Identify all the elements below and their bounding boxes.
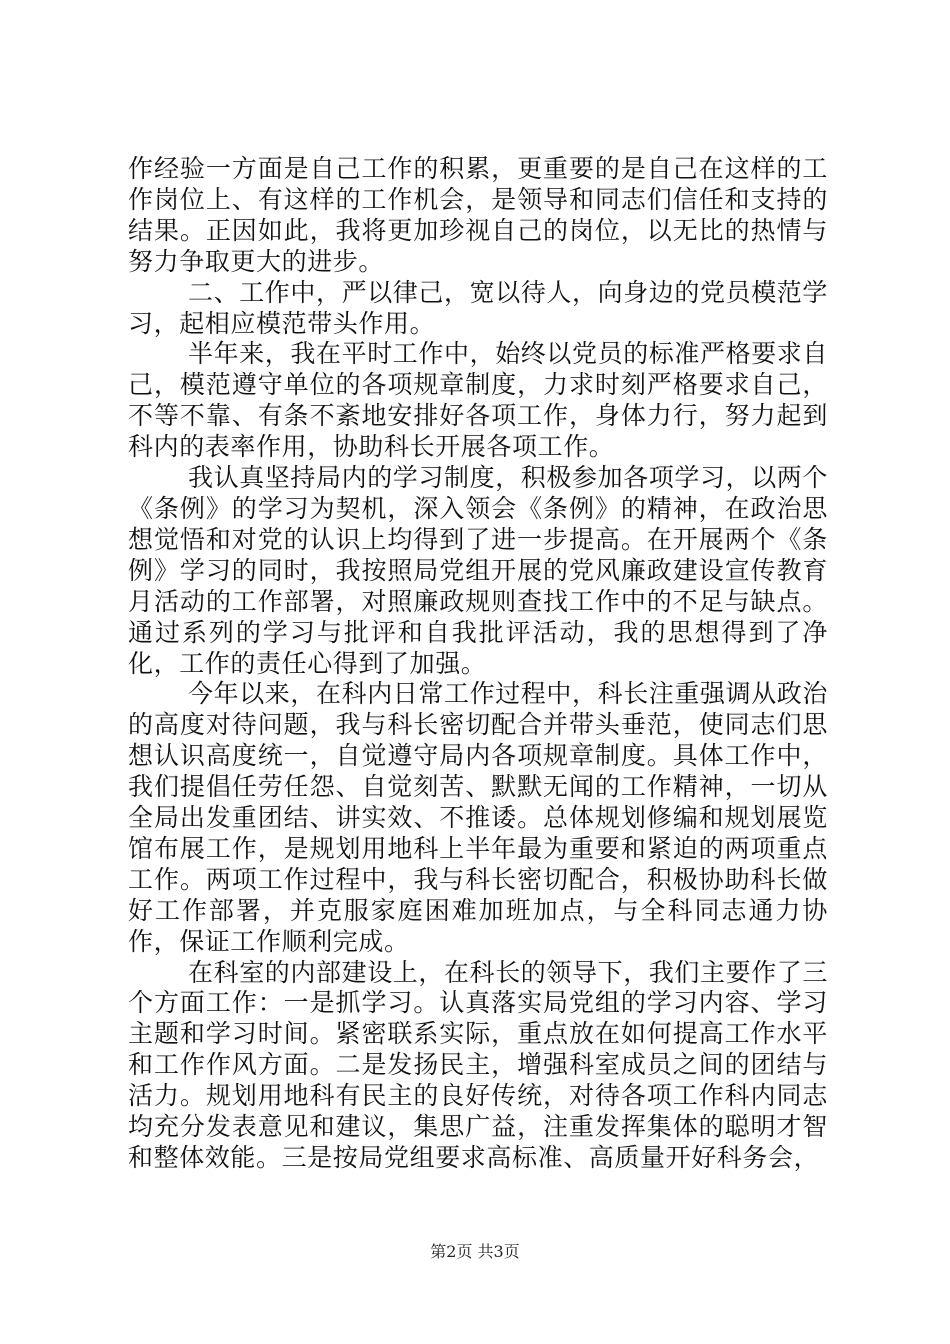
paragraph-half-year: 半年来，我在平时工作中，始终以党员的标准严格要求自己，模范遵守单位的各项规章制度，力求时刻严格要求自己，不等不靠、有条不紊地安排好各项工作，身体力行，努力起到科内的表率作用，协助科长开展各项工作。: [128, 339, 829, 462]
paragraph-this-year: 今年以来，在科内日常工作过程中，科长注重强调从政治的高度对待问题，我与科长密切配合并带头垂范，使同志们思想认识高度统一，自觉遵守局内各项规章制度。具体工作中，我们提倡任劳任怨、自觉刻苦、默默无闻的工作精神，一切从全局出发重团结、讲实效、不推诿。总体规划修编和规划展览馆布展工作，是规划用地科上半年最为重要和紧迫的两项重点工作。两项工作过程中，我与科长密切配合，积极协助科长做好工作部署，并克服家庭困难加班加点，与全科同志通力协作，保证工作顺利完成。: [128, 679, 829, 956]
paragraph-internal-building: 在科室的内部建设上，在科长的领导下，我们主要作了三个方面工作：一是抓学习。认真落实局党组的学习内容、学习主题和学习时间。紧密联系实际，重点放在如何提高工作水平和工作作风方面。二是发扬民主，增强科室成员之间的团结与活力。规划用地科有民主的良好传统，对待各项工作科内同志均充分发表意见和建议，集思广益，注重发挥集体的聪明才智和整体效能。三是按局党组要求高标准、高质量开好科务会，: [128, 957, 829, 1172]
document-body: [128, 154, 828, 1174]
page-number-footer: 第2页 共3页: [430, 1242, 520, 1261]
paragraph-continuation: 作经验一方面是自己工作的积累，更重要的是自己在这样的工作岗位上、有这样的工作机会，是领导和同志们信任和支持的结果。正因如此，我将更加珍视自己的岗位，以无比的热情与努力争取更大的进步。: [128, 154, 828, 276]
paragraph-study-system: 我认真坚持局内的学习制度，积极参加各项学习，以两个《条例》的学习为契机，深入领会《条例》的精神，在政治思想觉悟和对党的认识上均得到了进一步提高。在开展两个《条例》学习的同时，我按照局党组开展的党风廉政建设宣传教育月活动的工作部署，对照廉政规则查找工作中的不足与缺点。通过系列的学习与批评和自我批评活动，我的思想得到了净化，工作的责任心得到了加强。: [128, 463, 829, 678]
paragraph-section-two-heading: 二、工作中，严以律己，宽以待人，向身边的党员模范学习，起相应模范带头作用。: [128, 277, 829, 338]
